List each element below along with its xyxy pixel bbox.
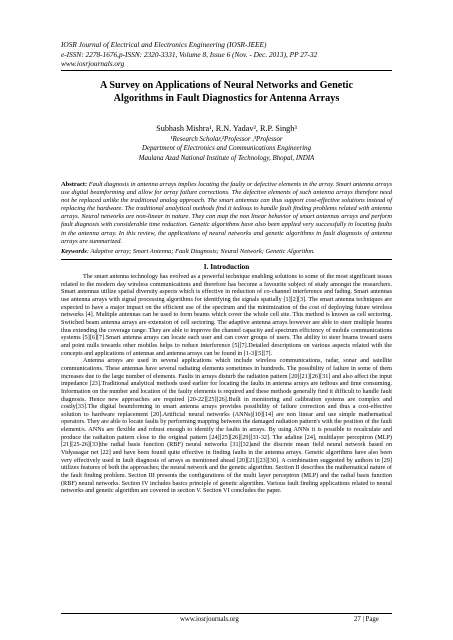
abstract-label: Abstract:: [61, 181, 88, 188]
keywords-text: : Adaptive array; Smart Antenna; Fault Diagnosis; Neural Network; Genetic Algorithm.: [86, 248, 315, 255]
section-body: [61, 273, 392, 495]
footer-url: www.iosrjournals.org: [180, 616, 239, 623]
journal-header: [61, 40, 401, 69]
page-number: 27 | Page: [354, 616, 379, 623]
keywords-label: Keywords: [61, 248, 87, 255]
journal-site: www.iosrjournals.org: [61, 59, 125, 69]
abstract: [61, 181, 392, 246]
title-line-1: A Survey on Applications of Neural Networks and Genetic: [100, 80, 353, 91]
header-divider: [61, 70, 392, 71]
title-line-2: Algorithms in Fault Diagnostics for Antenna Arrays: [113, 92, 340, 104]
author-block: [61, 124, 392, 163]
paper-title: [61, 80, 392, 106]
author-department: Department of Electronics and Communications Engineering: [141, 145, 312, 153]
journal-name: IOSR Journal of Electrical and Electronics Engineering (IOSR-JEEE): [61, 40, 267, 49]
keywords: [61, 248, 392, 256]
journal-issn: e-ISSN: 2278-1676,p-ISSN: 2320-3331, Volume 8, Issue 6 (Nov. - Dec. 2013), PP 27-32: [61, 49, 318, 59]
author-institute: Maulana Azad National Institute of Technology, Bhopal, INDIA: [138, 154, 315, 162]
keywords-divider: [61, 259, 392, 260]
paragraph: Antenna arrays are used in several applications which include wireless communications, radar, sonar and satellite communications. These antennas have several radiating elements sometimes in hundreds. The possibility of failure in some of them increases due to the large number of elements. Faults in arrays disturb the radiation pattern [20][21][26][31] and also affect the input impedance [23].Traditional analytical methods used earlier for locating the faults in antenna arrays are tedious and time consuming. Information on the number and location of the faulty elements is required and these methods generally find it difficult to handle fault diagnosis. Hence new approaches are required [20-22][25][26].Built in monitoring and calibration systems are complex and costly[33].The digital beamforming in smart antenna arrays provides possibility of failure correction and thus a cost-effective solution to hardware replacement [20].Artificial neural networks (ANNs)[10][14] are non linear and use simple mathematical operators. They are able to locate faults by performing mapping between the damaged radiation pattern's with the position of the fault element/s. ANNs are flexible and robust enough to identify the faults in arrays. By using ANNs it is possible to recalculate and produce the radiation pattern close to the original pattern [24][25][26][29][31-32]. The adaline [24], multilayer perceptron (MLP) [21][25-26][33]the radial basis function (RBF) neural networks [31][32]and the discrete mean field neural network based on Vidyasagar net [22] and have been found quite effective in finding faults in the antenna arrays. Genetic algorithms have also been very effectively used in fault diagnosis of arrays as mentioned ahead [20][21][23][30]. A combination suggested by authors in [29] utilizes features of both the approaches; the neural network and the genetic algorithm. Section II describes the mathematical nature of the fault finding problem. Section III presents the configurations of the multi layer perceptron (MLP) and the radial basis function (RBF) neural networks. Section IV includes basics principle of genetic algorithm. Various fault finding applications related to neural networks and genetic algorithm are covered in section V. Section VI concludes the paper.: [61, 357, 392, 495]
abstract-text: Fault diagnosis in antenna arrays implies locating the faulty or defective elements in the array. Smart antenna arrays use digital beamforming and allow for array failure corrections. The defective elements of such antenna arrays therefore need not be replaced unlike the traditional analog approach. The smart antennas can thus support cost-effective solutions instead of replacing the hardware. The traditional analytical methods find it tedious to handle fault finding problems related with antenna arrays. Neural networks are non-linear in nature. They can map the non linear behavior of smart antennas arrays and perform fault diagnosis with considerable time reduction. Genetic algorithms have also been applied very successfully in locating faults in the antenna array. In this review, the applications of neural networks and genetic algorithms in fault diagnosis of antenna arrays are summarized.: [61, 181, 392, 245]
author-names: Subhash Mishra¹, R.N. Yadav², R.P. Singh³: [156, 124, 297, 133]
paragraph: The smart antenna technology has evolved as a powerful technique enabling solutions to some of the most significant issues related to the modern day wireless communications and therefore has become a favourite subject of study amongst the researchers. Smart antennas utilize spatial diversity aspects which is effective in reduction of co-channel interference and fading. Smart antennas use antenna arrays with signal processing algorithms for identifying the signals spatially [1][2][3]. The smart antenna techniques are expected to have a major impact on the efficient use of the spectrum and the minimization of the cost of deploying future wireless networks [4]. Multiple antennas can be used to form beams which cover the whole cell site. This method is known as cell sectoring. Switched beam antenna arrays are extension of cell sectoring. The adaptive antenna arrays however are able to steer multiple beams thus extending the coverage range. They are able to improve the channel capacity and spectrum efficiency of mobile communications systems [5][6][7].Smart antenna arrays can locate each user and can cover groups of users. The ability to steer beams toward users and point nulls towards other mobiles helps to reduce interference [5][7].Detailed descriptions on various aspects related with the concepts and applications of antennas and antenna arrays can be found in [1-3][5][7].: [61, 273, 392, 357]
author-roles: ¹Research Scholar,²Professor ,³Professor: [170, 135, 283, 143]
footer-divider: [61, 613, 392, 614]
section-heading: I. Introduction: [203, 263, 250, 271]
